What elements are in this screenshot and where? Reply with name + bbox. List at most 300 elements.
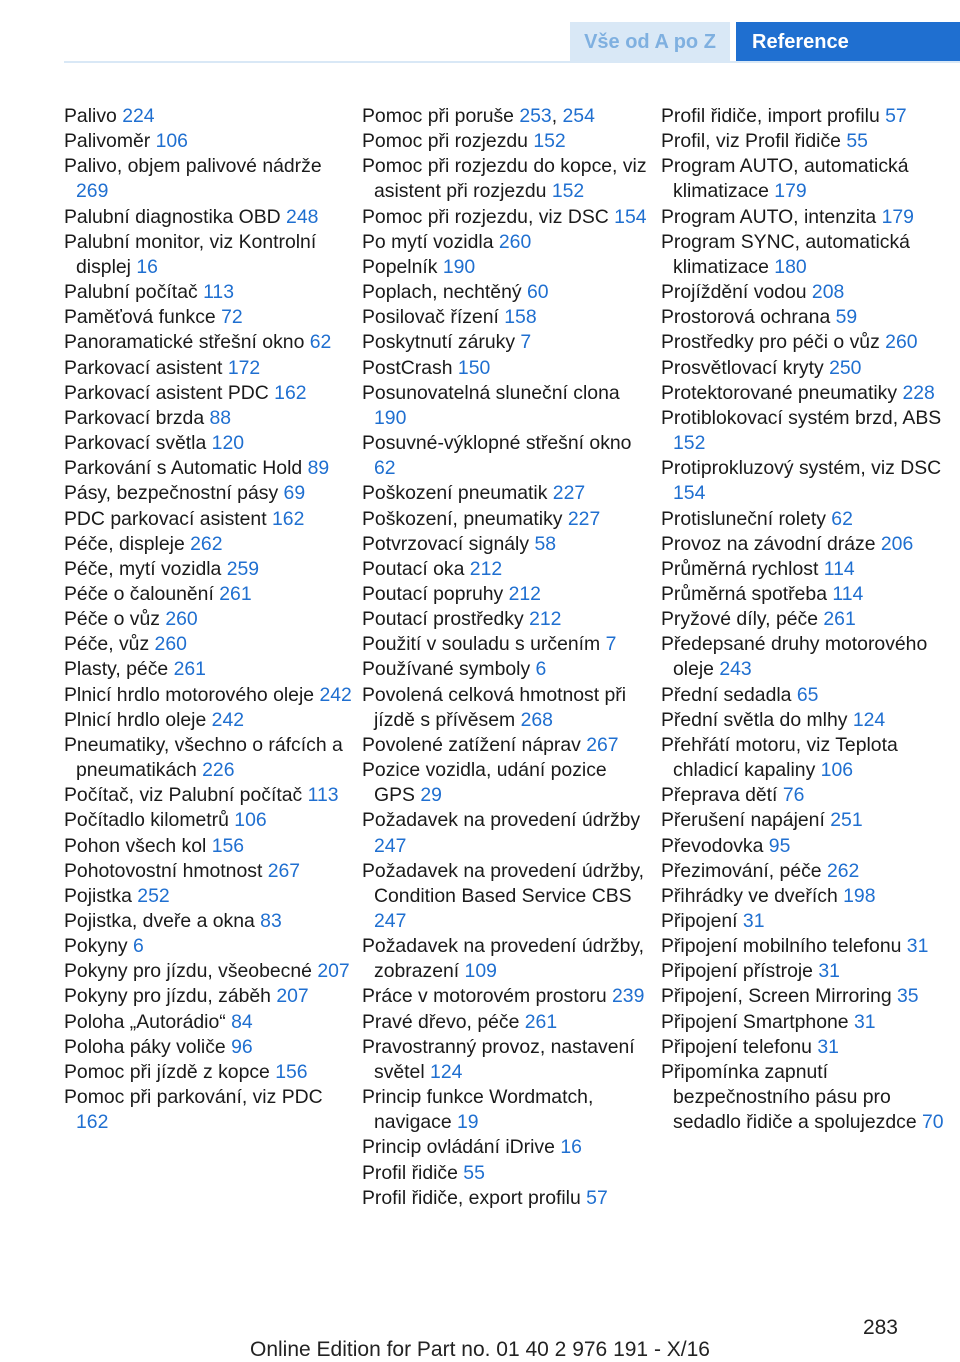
index-entry-term: Počítadlo kilometrů [64, 809, 235, 832]
index-entry-term: Plnicí hrdlo motorového oleje [64, 683, 320, 706]
index-entry [64, 733, 354, 783]
index-entry [661, 356, 957, 381]
index-entry [64, 959, 354, 984]
index-entry [362, 356, 652, 381]
index-column-1 [64, 104, 354, 1135]
page-reference-link[interactable]: 31 [906, 935, 929, 958]
index-entry [64, 657, 354, 682]
page-reference-link[interactable]: 57 [885, 105, 907, 127]
page-reference-link[interactable]: 250 [829, 356, 862, 379]
index-entry [661, 507, 957, 532]
page-reference-link[interactable]: 212 [469, 557, 503, 580]
index-entry [64, 834, 354, 859]
page-reference-link[interactable]: 19 [457, 1111, 479, 1134]
index-entry [64, 532, 354, 557]
page-reference-link[interactable]: 57 [586, 1186, 608, 1209]
page-reference-link[interactable]: 106 [155, 130, 188, 153]
index-entry [362, 280, 652, 305]
index-entry-term: Připojení Smartphone [661, 1010, 854, 1033]
page-reference-link[interactable]: 154 [614, 205, 647, 228]
index-entry [661, 1060, 957, 1135]
index-entry-term: Povolené zatížení náprav [362, 733, 587, 756]
index-entry-term: Pokyny pro jízdu, všeobecné [64, 960, 318, 983]
index-entry-term: Poloha páky voliče [64, 1035, 232, 1058]
index-entry [661, 456, 957, 506]
index-entry-term: Program AUTO, intenzita [661, 205, 882, 228]
index-entry-term: Program AUTO, automatická klimatizace [661, 155, 909, 203]
index-entry-term: Parkovací světla [64, 432, 212, 455]
page-reference-link[interactable]: 62 [831, 507, 853, 530]
index-entry-term: Posunovatelná sluneční clona [362, 381, 620, 404]
index-entry [64, 1085, 354, 1135]
page-reference-link[interactable]: 124 [430, 1060, 463, 1083]
page-reference-link[interactable]: 208 [811, 281, 845, 304]
index-entry-term: Program SYNC, automatická klimatizace [661, 230, 910, 278]
page-reference-link[interactable]: 162 [274, 381, 307, 404]
index-entry-term: Provoz na závodní dráze [661, 532, 881, 555]
index-entry [362, 205, 652, 230]
index-entry-term: Připojení [661, 910, 743, 932]
index-entry-term: Poskytnutí záruky [362, 331, 521, 354]
index-entry-term: Požadavek na provedení údržby [362, 809, 641, 832]
index-entry [64, 1060, 354, 1085]
page-reference-link[interactable]: 267 [586, 733, 619, 756]
page-reference-link[interactable]: 31 [818, 960, 840, 983]
index-entry-term: Poloha „Autorádio“ [64, 1010, 232, 1033]
page-reference-link[interactable]: 253 [519, 105, 552, 127]
index-entry [64, 1010, 354, 1035]
index-entry-term: Popelník [362, 255, 443, 278]
index-entry-term: Použití v souladu s určením [362, 633, 606, 656]
index-entry [64, 381, 354, 406]
index-entry [362, 934, 652, 984]
page-reference-link[interactable]: 16 [136, 255, 158, 278]
index-entry [64, 230, 354, 280]
page-number: 283 [862, 1316, 898, 1339]
index-entry [64, 884, 354, 909]
index-entry-term: Profil řidiče, export profilu [362, 1186, 587, 1209]
page-reference-link[interactable]: 96 [231, 1035, 253, 1058]
index-entry-term: Převodovka [661, 834, 769, 857]
index-entry [64, 808, 354, 833]
page-reference-link[interactable]: 226 [202, 759, 235, 782]
page-reference-link[interactable]: 124 [852, 708, 886, 731]
page-reference-link[interactable]: 247 [374, 910, 407, 932]
index-entry [64, 305, 354, 330]
page-reference-link[interactable]: 7 [520, 331, 532, 354]
index-entry-term: Pomoc při rozjezdu, viz DSC [362, 205, 615, 228]
page-reference-link[interactable]: 158 [504, 306, 537, 329]
index-entry [661, 783, 957, 808]
page-reference-link[interactable]: 261 [219, 582, 252, 605]
page-reference-link[interactable]: 269 [76, 180, 109, 203]
index-entry [661, 808, 957, 833]
page-reference-link[interactable]: 83 [260, 910, 282, 932]
index-entry [661, 330, 957, 355]
index-entry-term: Pojistka [64, 884, 138, 907]
index-entry [362, 557, 652, 582]
page-reference-link[interactable]: 251 [830, 809, 863, 832]
index-entry-term: Přihrádky ve dveřích [661, 884, 844, 907]
page-reference-link[interactable]: 228 [902, 381, 935, 404]
page-reference-link[interactable]: 242 [319, 683, 352, 706]
index-entry-term: Péče o vůz [64, 608, 166, 631]
index-entry-term: Po mytí vozidla [362, 230, 499, 253]
index-entry-term: Přeprava dětí [661, 784, 783, 807]
index-entry [661, 381, 957, 406]
header-tabs [570, 22, 960, 62]
index-entry-term: Paměťová funkce [64, 306, 222, 329]
index-entry-term: Péče, displeje [64, 532, 191, 555]
index-entry-term: Požadavek na provedení údržby, zobrazení [362, 935, 645, 983]
index-entry-term: Princip ovládání iDrive [362, 1136, 561, 1159]
page-reference-link[interactable]: 29 [420, 784, 442, 807]
page-reference-link[interactable]: 31 [742, 910, 765, 932]
index-entry [661, 406, 957, 456]
index-entry [362, 129, 652, 154]
index-entry-term: Poutací oka [362, 557, 470, 580]
index-entry-term: Předepsané druhy motorového oleje [661, 633, 928, 681]
index-entry-term: Pokyny [64, 935, 133, 958]
index-entry [64, 280, 354, 305]
index-entry-term: Plnicí hrdlo oleje [64, 708, 212, 731]
page-reference-link[interactable]: 198 [843, 884, 876, 907]
tab-reference[interactable]: Reference [736, 22, 960, 62]
page-reference-link[interactable]: 16 [560, 1136, 582, 1159]
index-entry-term: Protiblokovací systém brzd, ABS [661, 406, 942, 429]
index-entry [64, 507, 354, 532]
page-reference-link[interactable]: 156 [211, 834, 245, 857]
page-reference-link[interactable]: 84 [231, 1010, 253, 1033]
page-reference-link[interactable]: 55 [846, 130, 868, 153]
index-entry-term: Přehřátí motoru, viz Teplota chladicí kapaliny [661, 733, 898, 782]
page-reference-link[interactable]: 239 [612, 985, 645, 1008]
index-entry [64, 708, 354, 733]
page-reference-link[interactable]: 242 [211, 708, 245, 731]
index-entry-term: Palubní monitor, viz Kontrolní displej [64, 230, 317, 278]
page-reference-link[interactable]: 243 [719, 658, 752, 681]
index-entry [64, 431, 354, 456]
index-entry [362, 859, 652, 934]
page-reference-link[interactable]: 261 [524, 1010, 558, 1033]
index-entry-term: Povolená celková hmotnost při jízdě s přívěsem [362, 683, 627, 731]
page-reference-link[interactable]: 179 [881, 205, 914, 228]
page-reference-link[interactable]: 207 [276, 985, 309, 1008]
index-entry-term: Princip funkce Wordmatch, navigace [362, 1086, 594, 1134]
index-entry-term: Prostředky pro péči o vůz [661, 331, 886, 354]
page-reference-link[interactable]: 95 [768, 834, 791, 857]
index-entry-term: Pomoc při poruše [362, 105, 520, 127]
page-reference-link[interactable]: 113 [203, 281, 234, 304]
page-reference-link[interactable]: 58 [534, 532, 557, 555]
page-reference-link[interactable]: 152 [533, 130, 566, 153]
page-reference-link[interactable]: 224 [122, 105, 155, 127]
index-entry-term: Pozice vozidla, udání pozice GPS [362, 759, 607, 807]
header-divider [64, 61, 960, 63]
index-entry-term: Palivo [64, 105, 123, 127]
index-entry [362, 1161, 652, 1186]
page-reference-link[interactable]: 113 [307, 784, 339, 807]
index-entry-term: Profil řidiče, import profilu [661, 105, 886, 127]
index-entry [64, 582, 354, 607]
page-reference-link[interactable]: 109 [464, 960, 497, 983]
index-entry-term: Počítač, viz Palubní počítač [64, 784, 308, 807]
index-entry [64, 783, 354, 808]
page-reference-link[interactable]: 179 [774, 180, 807, 203]
index-entry [362, 1135, 652, 1160]
page-reference-link[interactable]: 227 [567, 507, 601, 530]
index-entry-term: Pomoc při rozjezdu [362, 130, 534, 153]
index-entry-term: Palivo, objem palivové nádrže [64, 155, 322, 178]
index-entry-term: Posilovač řízení [362, 306, 505, 329]
index-entry [661, 859, 957, 884]
index-entry [661, 1035, 957, 1060]
index-entry [661, 104, 957, 129]
index-entry-term: Profil řidiče [362, 1161, 464, 1184]
index-entry-term: Připojení telefonu [661, 1035, 818, 1058]
page-reference-link[interactable]: 152 [551, 180, 585, 203]
index-entry-term: Připojení, Screen Mirroring [661, 985, 898, 1008]
index-entry-term: Poškození pneumatik [362, 482, 553, 505]
page-reference-link[interactable]: 69 [283, 482, 306, 505]
page-reference-link[interactable]: 259 [226, 557, 260, 580]
page-reference-link[interactable]: 150 [457, 356, 491, 379]
page-reference-link[interactable]: 70 [922, 1111, 944, 1134]
index-entry-term: Používané symboly [362, 658, 536, 681]
index-entry [362, 582, 652, 607]
index-entry-term: Pomoc při jízdě z kopce [64, 1060, 276, 1083]
page-reference-link[interactable]: 190 [374, 406, 407, 429]
index-entry-term: Pohon všech kol [64, 834, 212, 857]
page-reference-link[interactable]: 207 [317, 960, 350, 983]
index-entry [661, 1010, 957, 1035]
index-entry [661, 959, 957, 984]
index-entry [64, 909, 354, 934]
page-reference-link[interactable]: 261 [173, 658, 206, 681]
page-reference-link[interactable]: 268 [520, 708, 553, 731]
page-reference-link[interactable]: 65 [796, 683, 819, 706]
index-entry [362, 733, 652, 758]
index-entry-term: Parkovací asistent [64, 356, 228, 379]
index-entry-term: Profil, viz Profil řidiče [661, 130, 847, 153]
index-entry [362, 305, 652, 330]
footer-edition-note: Online Edition for Part no. 01 40 2 976 191 - X/16 [250, 1338, 710, 1361]
index-entry [362, 255, 652, 280]
index-entry [661, 607, 957, 632]
index-entry-term: Připojení mobilního telefonu [661, 935, 907, 958]
page-reference-link[interactable]: 172 [227, 356, 261, 379]
page-reference-link[interactable]: 260 [885, 331, 918, 354]
index-entry-term: Projíždění vodou [661, 281, 812, 304]
page-reference-link[interactable]: 6 [132, 935, 144, 958]
index-entry [64, 481, 354, 506]
index-entry-term: Palivoměr [64, 130, 156, 153]
index-entry [64, 205, 354, 230]
index-entry [661, 582, 957, 607]
index-entry-term: Pneumatiky, všechno o ráfcích a pneumatikách [64, 733, 343, 782]
index-entry [661, 154, 957, 204]
index-entry-term: Přední sedadla [661, 683, 797, 706]
page-reference-link[interactable]: 60 [526, 281, 549, 304]
index-entry-term: Prosvětlovací kryty [661, 356, 830, 379]
index-entry [661, 834, 957, 859]
tab-section[interactable]: Vše od A po Z [570, 22, 730, 62]
page-reference-link[interactable]: 35 [897, 985, 919, 1008]
index-entry [362, 230, 652, 255]
page-reference-link[interactable]: 156 [275, 1060, 308, 1083]
index-entry [362, 154, 652, 204]
index-entry [64, 154, 354, 204]
index-entry-term: Pásy, bezpečnostní pásy [64, 482, 284, 505]
page-reference-link[interactable]: 106 [820, 759, 854, 782]
index-entry-term: Poškození, pneumatiky [362, 507, 568, 530]
index-entry-term: Pryžové díly, péče [661, 608, 824, 631]
page-reference-link[interactable]: 260 [498, 230, 532, 253]
index-entry [661, 129, 957, 154]
index-entry [661, 205, 957, 230]
index-entry-term: Pojistka, dveře a okna [64, 910, 261, 932]
index-entry-term: Průměrná spotřeba [661, 582, 833, 605]
index-entry [64, 356, 354, 381]
page-reference-link[interactable]: 114 [823, 557, 855, 580]
page-reference-link[interactable]: 254 [562, 105, 595, 127]
page-reference-link[interactable]: 76 [782, 784, 805, 807]
index-entry [64, 607, 354, 632]
index-entry [362, 330, 652, 355]
index-entry-term: Přední světla do mlhy [661, 708, 853, 731]
index-entry-term: Péče, mytí vozidla [64, 557, 227, 580]
page-reference-link[interactable]: 154 [673, 482, 706, 505]
index-entry [362, 607, 652, 632]
page-reference-link[interactable]: 62 [309, 331, 332, 354]
index-entry [661, 280, 957, 305]
page-reference-link[interactable]: 152 [673, 432, 706, 455]
page-reference-link[interactable]: 59 [835, 306, 858, 329]
page-reference-link[interactable]: 252 [137, 884, 170, 907]
page-reference-link[interactable]: 261 [823, 608, 856, 631]
page-reference-link[interactable]: 31 [817, 1035, 839, 1058]
index-entry [64, 1035, 354, 1060]
index-entry-term: Pohotovostní hmotnost [64, 859, 268, 882]
index-entry-term: Potvrzovací signály [362, 532, 535, 555]
page-reference-link[interactable]: 248 [286, 205, 319, 228]
page-reference-link[interactable]: 120 [211, 432, 245, 455]
index-entry-term: Péče o čalounění [64, 582, 220, 605]
index-entry [362, 683, 652, 733]
page-reference-link[interactable]: 262 [190, 532, 223, 555]
index-entry [64, 129, 354, 154]
index-entry [362, 481, 652, 506]
page-reference-link[interactable]: 162 [272, 507, 305, 530]
index-entry-term: Protisluneční rolety [661, 507, 832, 530]
index-entry-term: Parkovací asistent PDC [64, 381, 275, 404]
index-entry-term: Připojení přístroje [661, 960, 819, 983]
index-entry [64, 330, 354, 355]
page-reference-link[interactable]: 260 [154, 633, 187, 656]
index-entry [64, 104, 354, 129]
page-reference-link[interactable]: 180 [774, 255, 807, 278]
index-entry-term: Palubní počítač [64, 281, 204, 304]
index-entry-term: PostCrash [362, 356, 458, 379]
index-entry-term: Přezimování, péče [661, 859, 827, 882]
page-reference-link[interactable]: 7 [605, 633, 617, 656]
index-entry [661, 305, 957, 330]
index-entry-term: Palubní diagnostika OBD [64, 205, 287, 228]
index-entry-term: Pravé dřevo, péče [362, 1010, 525, 1033]
page-reference-link[interactable]: 206 [880, 532, 914, 555]
index-entry-term: Parkovací brzda [64, 406, 210, 429]
index-entry [661, 532, 957, 557]
index-entry [362, 632, 652, 657]
page-reference-link[interactable]: 55 [463, 1161, 485, 1184]
index-entry [661, 683, 957, 708]
index-entry-term: Pomoc při parkování, viz PDC [64, 1086, 323, 1109]
index-entry [362, 758, 652, 808]
page-reference-link[interactable]: 190 [442, 255, 476, 278]
page-reference-link[interactable]: 6 [535, 658, 547, 681]
index-entry-term: Parkování s Automatic Hold [64, 457, 308, 480]
page-reference-link[interactable]: 62 [374, 457, 396, 480]
page-reference-link[interactable]: 88 [209, 406, 232, 429]
index-entry [362, 984, 652, 1009]
index-entry [64, 632, 354, 657]
index-entry-term: Průměrná rychlost [661, 557, 824, 580]
page-reference-link[interactable]: 227 [552, 482, 586, 505]
index-entry-term: Pomoc při rozjezdu do kopce, viz asistent při rozjezdu [362, 155, 647, 203]
page-reference-link[interactable]: 114 [832, 582, 864, 605]
index-entry [64, 456, 354, 481]
index-entry [661, 632, 957, 682]
index-entry-term: Poutací popruhy [362, 582, 509, 605]
page-reference-link[interactable]: 212 [529, 608, 562, 631]
index-entry [362, 431, 652, 481]
index-entry [64, 934, 354, 959]
index-entry-term: Protektorované pneumatiky [661, 381, 903, 404]
page-reference-link[interactable]: 106 [234, 809, 267, 832]
page-reference-link[interactable]: 31 [853, 1010, 876, 1033]
page-reference-link[interactable]: 260 [165, 608, 198, 631]
index-entry [362, 1010, 652, 1035]
page-reference-link[interactable]: 267 [267, 859, 301, 882]
index-entry-term: PDC parkovací asistent [64, 507, 272, 530]
index-entry-term: Plasty, péče [64, 658, 174, 681]
page-reference-link[interactable]: 247 [374, 834, 407, 857]
page-reference-link[interactable]: 72 [221, 306, 243, 329]
index-column-3 [661, 104, 957, 1135]
page-reference-link[interactable]: 162 [76, 1111, 109, 1134]
index-entry [362, 657, 652, 682]
index-entry [362, 1035, 652, 1085]
index-entry [661, 557, 957, 582]
index-entry-term: Pokyny pro jízdu, záběh [64, 985, 277, 1008]
page-reference-link[interactable]: 262 [826, 859, 860, 882]
index-entry: Pomoc při poruše 253, 254 [362, 105, 595, 127]
index-entry [362, 532, 652, 557]
index-entry [661, 934, 957, 959]
index-entry [362, 381, 652, 431]
index-entry [661, 984, 957, 1009]
index-entry [661, 733, 957, 783]
index-entry [362, 1085, 652, 1135]
index-entry [661, 708, 957, 733]
index-entry-term: Připomínka zapnutí bezpečnostního pásu pro sedadlo řidiče a spolujezdce [661, 1060, 923, 1134]
page-reference-link[interactable]: 89 [307, 457, 330, 480]
page-reference-link[interactable]: 212 [508, 582, 541, 605]
index-entry [64, 984, 354, 1009]
index-entry-term: Pravostranný provoz, nastavení světel [362, 1035, 635, 1083]
index-entry [362, 808, 652, 858]
index-entry [64, 557, 354, 582]
